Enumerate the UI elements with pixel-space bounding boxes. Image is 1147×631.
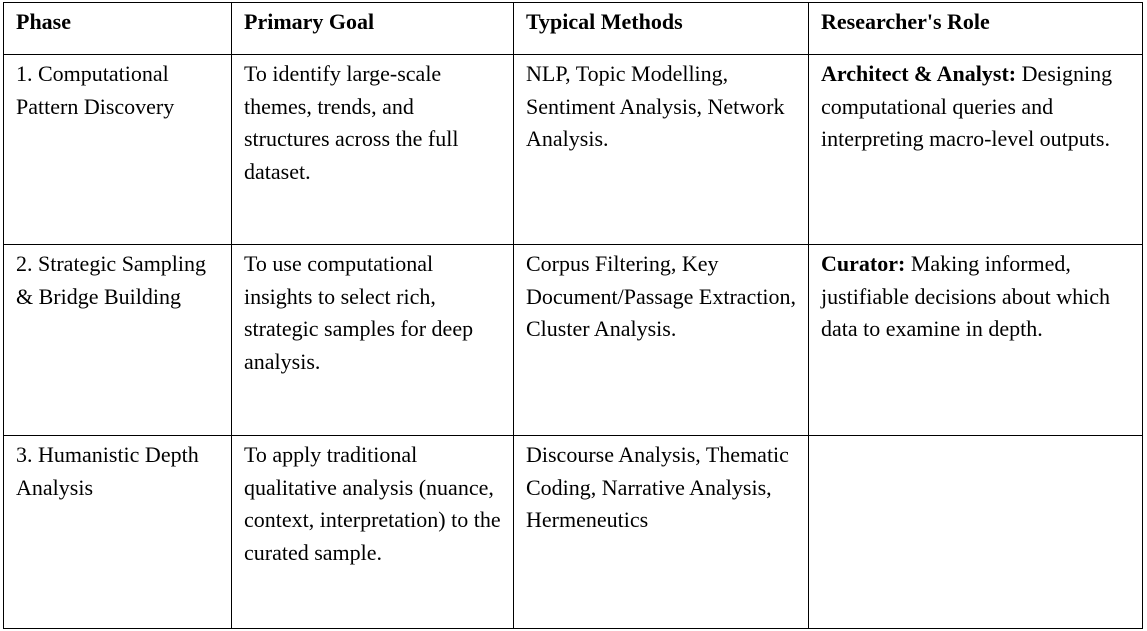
- phase-cell: [4, 436, 232, 629]
- phases-table: [3, 2, 1143, 629]
- table-header-row: [4, 3, 1143, 55]
- phase-label: 1. Computational Pattern Discovery: [16, 61, 175, 119]
- table-row: [4, 55, 1143, 245]
- header-phase: Phase: [4, 3, 232, 55]
- methods-cell: [514, 55, 809, 245]
- role-title: Curator:: [821, 251, 906, 276]
- methods-text: NLP, Topic Modelling, Sentiment Analysis, Network Analysis.: [526, 61, 785, 151]
- phase-cell: [4, 245, 232, 436]
- role-cell: [809, 436, 1143, 629]
- phase-cell: [4, 55, 232, 245]
- goal-text: To identify large-scale themes, trends, and structures across the full dataset.: [244, 61, 459, 184]
- goal-cell: [232, 245, 514, 436]
- role-cell: [809, 55, 1143, 245]
- phase-label: 3. Humanistic Depth Analysis: [16, 442, 199, 500]
- role-title: Architect & Analyst:: [821, 61, 1017, 86]
- goal-cell: [232, 436, 514, 629]
- goal-text: To use computational insights to select rich, strategic samples for deep analysis.: [244, 251, 474, 374]
- table-row: [4, 245, 1143, 436]
- methods-cell: [514, 436, 809, 629]
- goal-text: To apply traditional qualitative analysis (nuance, context, interpretation) to the curated sample.: [244, 442, 501, 565]
- phase-label: 2. Strategic Sampling & Bridge Building: [16, 251, 207, 309]
- role-text: Designing computational queries and interpreting macro-level outputs.: [821, 61, 1113, 151]
- role-text: Making informed, justifiable decisions about which data to examine in depth.: [821, 251, 1110, 341]
- header-researchers-role: Researcher's Role: [809, 3, 1143, 55]
- table-row: [4, 436, 1143, 629]
- methods-cell: [514, 245, 809, 436]
- header-primary-goal: Primary Goal: [232, 3, 514, 55]
- methods-text: Corpus Filtering, Key Document/Passage Extraction, Cluster Analysis.: [526, 251, 797, 341]
- header-typical-methods: Typical Methods: [514, 3, 809, 55]
- methods-text: Discourse Analysis, Thematic Coding, Narrative Analysis, Hermeneutics: [526, 442, 789, 532]
- goal-cell: [232, 55, 514, 245]
- role-cell: [809, 245, 1143, 436]
